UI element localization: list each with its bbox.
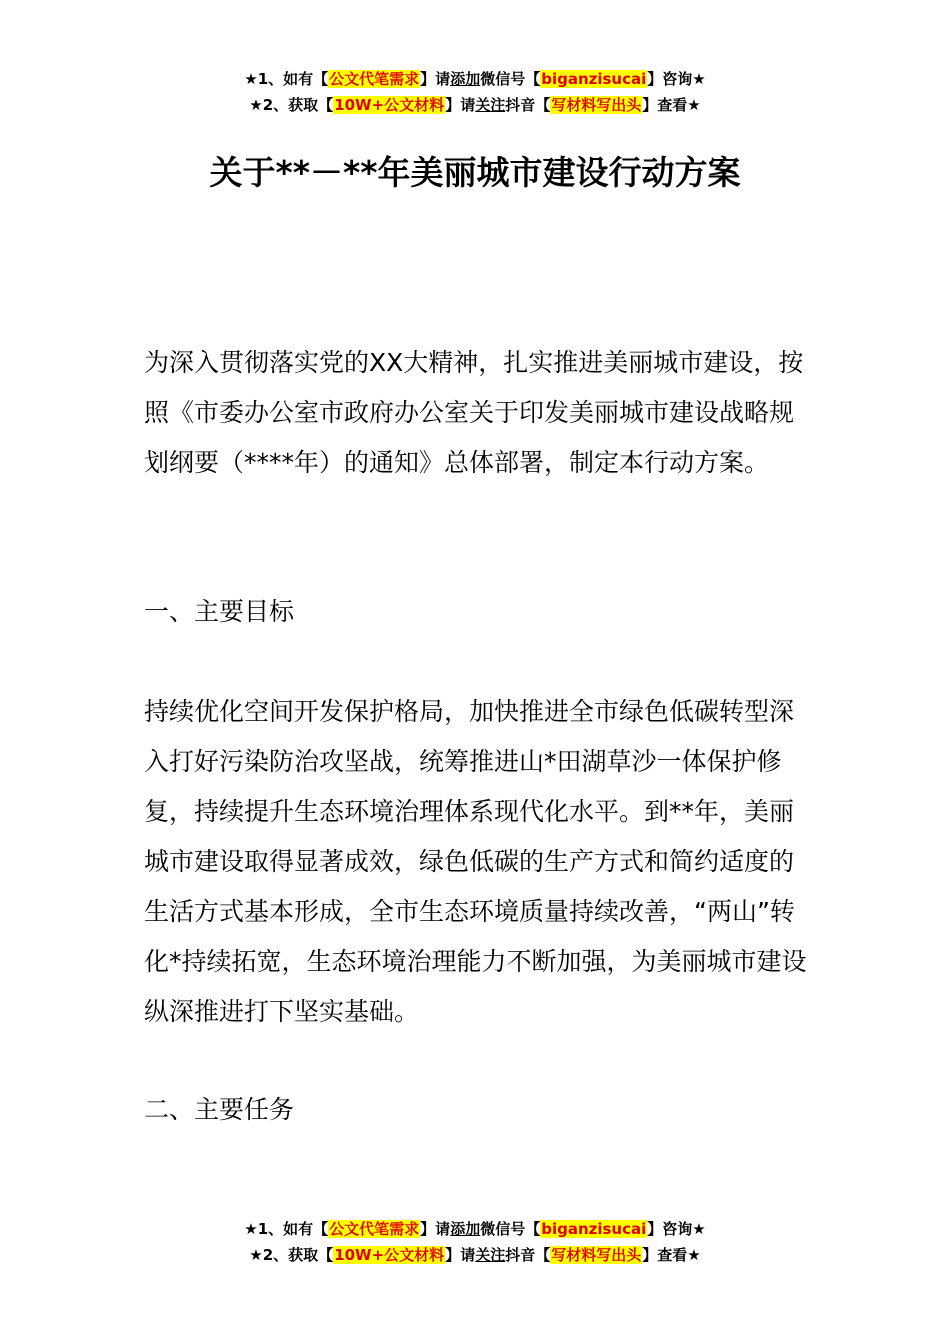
banner-text: 】请 bbox=[445, 96, 476, 114]
banner-text: 】请 bbox=[420, 70, 451, 88]
banner-text: ★2、获取【 bbox=[249, 1246, 334, 1264]
banner-text: ★1、如有【 bbox=[244, 1220, 329, 1238]
banner-text: 抖音【 bbox=[505, 96, 551, 114]
section-heading-goals: 一、主要目标 bbox=[144, 597, 295, 626]
header-banner bbox=[0, 66, 950, 118]
highlight-douyin-id: 写材料写出头 bbox=[551, 96, 642, 114]
banner-text: 】咨询★ bbox=[647, 70, 706, 88]
banner-line-2 bbox=[0, 1242, 950, 1268]
highlight-wechat-id: biganzisucai bbox=[541, 1220, 647, 1238]
banner-text: ★2、获取【 bbox=[249, 96, 334, 114]
banner-text: 】请 bbox=[445, 1246, 476, 1264]
highlight-service: 公文代笔需求 bbox=[329, 70, 420, 88]
underlined-text: 添加 bbox=[450, 70, 481, 88]
highlight-service: 公文代笔需求 bbox=[329, 1220, 420, 1238]
underlined-text: 关注 bbox=[475, 1246, 506, 1264]
banner-text: 微信号【 bbox=[480, 70, 541, 88]
banner-text: 】请 bbox=[420, 1220, 451, 1238]
banner-text: 】查看★ bbox=[642, 96, 701, 114]
highlight-materials: 10W+公文材料 bbox=[334, 96, 445, 114]
banner-line-1 bbox=[0, 66, 950, 92]
banner-line-2 bbox=[0, 92, 950, 118]
banner-line-1 bbox=[0, 1216, 950, 1242]
banner-text: 】查看★ bbox=[642, 1246, 701, 1264]
highlight-douyin-id: 写材料写出头 bbox=[551, 1246, 642, 1264]
banner-text: 微信号【 bbox=[480, 1220, 541, 1238]
intro-paragraph: 为深入贯彻落实党的XX大精神，扎实推进美丽城市建设，按照《市委办公室市政府办公室关于印发美丽城市建设战略规划纲要（****年）的通知》总体部署，制定本行动方案。 bbox=[144, 348, 804, 477]
section-heading-tasks: 二、主要任务 bbox=[144, 1095, 295, 1124]
highlight-materials: 10W+公文材料 bbox=[334, 1246, 445, 1264]
banner-text: 】咨询★ bbox=[647, 1220, 706, 1238]
highlight-wechat-id: biganzisucai bbox=[541, 70, 647, 88]
document-title: 关于**－**年美丽城市建设行动方案 bbox=[209, 153, 741, 192]
underlined-text: 关注 bbox=[475, 96, 506, 114]
banner-text: ★1、如有【 bbox=[244, 70, 329, 88]
underlined-text: 添加 bbox=[450, 1220, 481, 1238]
goals-paragraph: 持续优化空间开发保护格局，加快推进全市绿色低碳转型深入打好污染防治攻坚战，统筹推进山*田湖草沙一体保护修复，持续提升生态环境治理体系现代化水平。到**年，美丽城市建设取得显著成效，绿色低碳的生产方式和简约适度的生活方式基本形成，全市生态环境质量持续改善，“两山”转化*持续拓宽，生态环境治理能力不断加强，为美丽城市建设纵深推进打下坚实基础。 bbox=[144, 697, 807, 1026]
banner-text: 抖音【 bbox=[505, 1246, 551, 1264]
footer-banner bbox=[0, 1216, 950, 1268]
